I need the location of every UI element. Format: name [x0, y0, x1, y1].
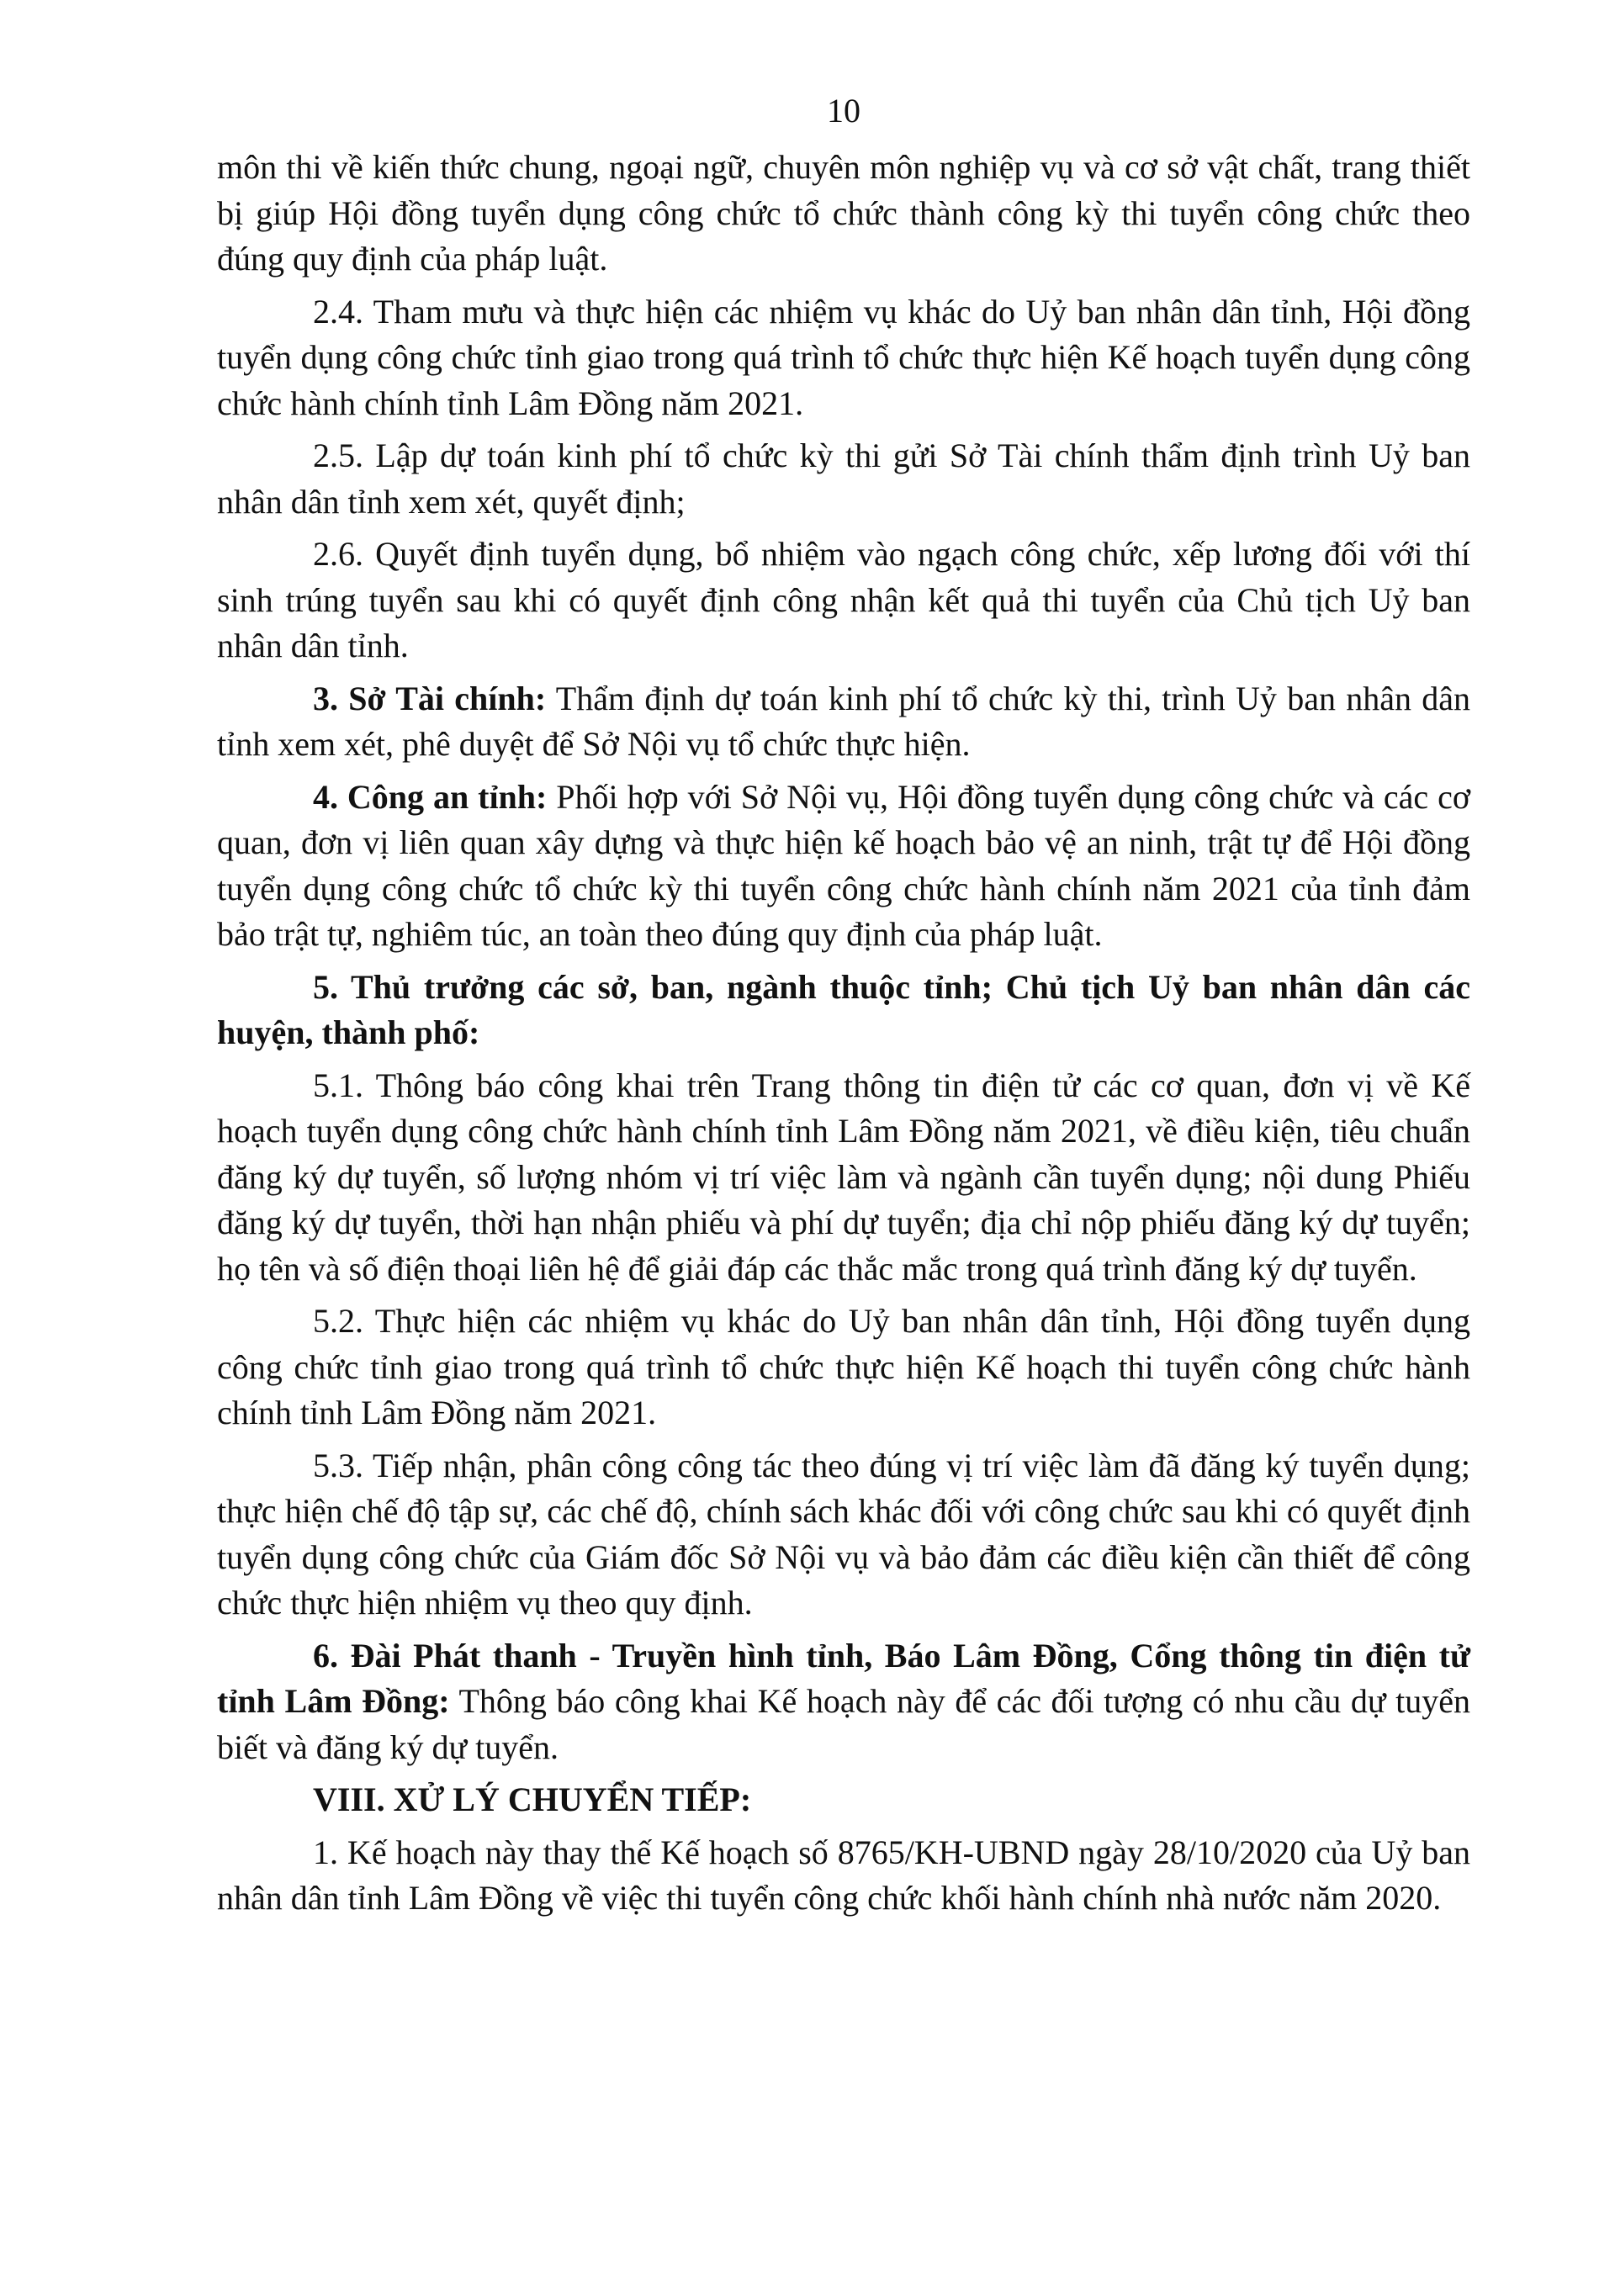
paragraph-final: 1. Kế hoạch này thay thế Kế hoạch số 8765/KH-UBND ngày 28/10/2020 của Uỷ ban nhân dân tỉnh Lâm Đồng về việc thi tuyển công chức khối hành chính nhà nước năm 2020. [217, 1833, 1470, 1917]
paragraph-cong-an-tinh: 4. Công an tỉnh: Phối hợp với Sở Nội vụ, Hội đồng tuyển dụng công chức và các cơ quan, đơn vị liên quan xây dựng và thực hiện kế hoạch bảo vệ an ninh, trật tự để Hội đồng tuyển dụng công chức tổ chức kỳ thi tuyển công chức hành chính năm 2021 của tỉnh đảm bảo trật tự, nghiêm túc, an toàn theo đúng quy định của pháp luật. [217, 777, 1471, 953]
paragraph-so-tai-chinh: 3. Sở Tài chính: Thẩm định dự toán kinh phí tổ chức kỳ thi, trình Uỷ ban nhân dân tỉnh xem xét, phê duyệt để Sở Nội vụ tổ chức thực hiện. [217, 679, 1471, 763]
paragraph-5-1: 5.1. Thông báo công khai trên Trang thông tin điện tử các cơ quan, đơn vị về Kế hoạch tuyển dụng công chức hành chính tỉnh Lâm Đồng năm 2021, về điều kiện, tiêu chuẩn đăng ký dự tuyển, số lượng nhóm vị trí việc làm và ngành cần tuyển dụng; nội dung Phiếu đăng ký dự tuyển, thời hạn nhận phiếu và phí dự tuyển; địa chỉ nộp phiếu đăng ký dự tuyển; họ tên và số điện thoại liên hệ để giải đáp các thắc mắc trong quá trình đăng ký dự tuyển. [217, 1066, 1470, 1288]
section-heading: VIII. XỬ LÝ CHUYỂN TIẾP: [313, 1780, 752, 1818]
page-number: 10 [827, 92, 860, 130]
document-page [217, 84, 1470, 1928]
paragraph-2-4: 2.4. Tham mưu và thực hiện các nhiệm vụ khác do Uỷ ban nhân dân tỉnh, Hội đồng tuyển dụng công chức tỉnh giao trong quá trình tổ chức thực hiện Kế hoạch tuyển dụng công chức hành chính tỉnh Lâm Đồng năm 2021. [217, 292, 1470, 422]
paragraph-5-3: 5.3. Tiếp nhận, phân công công tác theo đúng vị trí việc làm đã đăng ký tuyển dụng; thực hiện chế độ tập sự, các chế độ, chính sách khác đối với công chức sau khi có quyết định tuyển dụng công chức của Giám đốc Sở Nội vụ và bảo đảm các điều kiện cần thiết để công chức thực hiện nhiệm vụ theo quy định. [217, 1446, 1470, 1621]
paragraph-5-2: 5.2. Thực hiện các nhiệm vụ khác do Uỷ ban nhân dân tỉnh, Hội đồng tuyển dụng công chức tỉnh giao trong quá trình tổ chức thực hiện Kế hoạch thi tuyển công chức hành chính tỉnh Lâm Đồng năm 2021. [217, 1302, 1470, 1431]
paragraph-2-6: 2.6. Quyết định tuyển dụng, bổ nhiệm vào ngạch công chức, xếp lương đối với thí sinh trúng tuyển sau khi có quyết định công nhận kết quả thi tuyển của Chủ tịch Uỷ ban nhân dân tỉnh. [217, 535, 1470, 664]
paragraph-lead: 6. Đài Phát thanh - Truyền hình tỉnh, Báo Lâm Đồng, Cổng thông tin điện tử tỉnh Lâm Đồng: [217, 1636, 1470, 1720]
paragraph-2-5: 2.5. Lập dự toán kinh phí tổ chức kỳ thi gửi Sở Tài chính thẩm định trình Uỷ ban nhân dân tỉnh xem xét, quyết định; [217, 436, 1470, 521]
paragraph-thu-truong [217, 965, 1470, 1056]
paragraph-lead: 4. Công an tỉnh: [313, 777, 548, 816]
paragraph-lead: 5. Thủ trưởng các sở, ban, ngành thuộc tỉnh; Chủ tịch Uỷ ban nhân dân các huyện, thành phố: [217, 967, 1470, 1051]
paragraph-continuation: môn thi về kiến thức chung, ngoại ngữ, chuyên môn nghiệp vụ và cơ sở vật chất, trang thiết bị giúp Hội đồng tuyển dụng công chức tổ chức thành công kỳ thi tuyển công chức theo đúng quy định của pháp luật. [217, 148, 1470, 278]
paragraph-dai-phat-thanh: 6. Đài Phát thanh - Truyền hình tỉnh, Báo Lâm Đồng, Cổng thông tin điện tử tỉnh Lâm Đồng: Thông báo công khai Kế hoạch này để các đối tượng có nhu cầu dự tuyển biết và đăng ký dự tuyển. [217, 1636, 1470, 1766]
paragraph-lead: 3. Sở Tài chính: [313, 679, 547, 717]
